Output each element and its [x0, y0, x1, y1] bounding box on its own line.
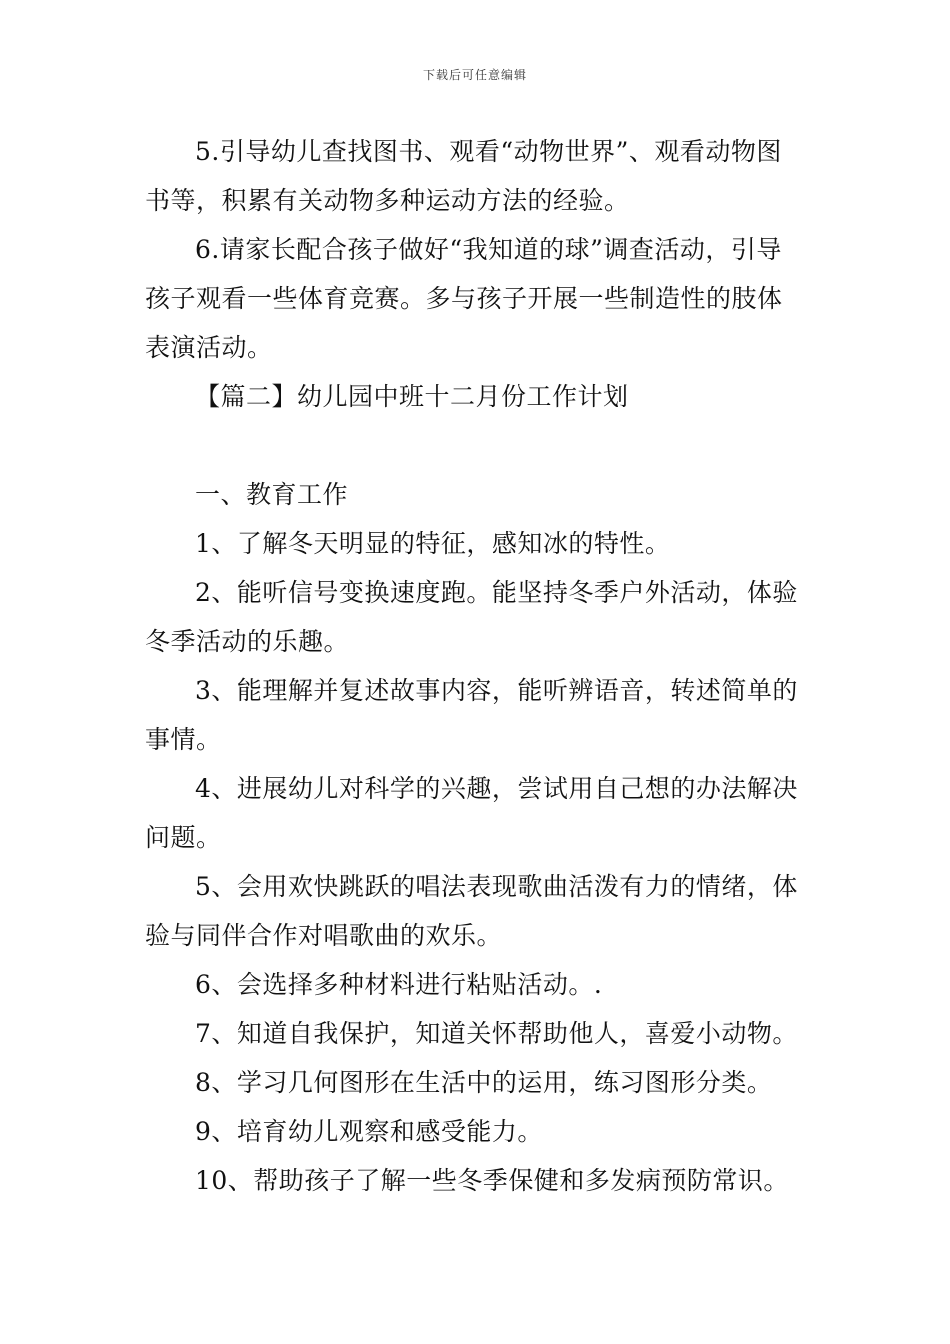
list-item: 5、会用欢快跳跃的唱法表现歌曲活泼有力的情绪，体验与同伴合作对唱歌曲的欢乐。 [145, 872, 798, 950]
list-item: 9、培育幼儿观察和感受能力。 [195, 1117, 543, 1146]
list-item: 3、能理解并复述故事内容，能听辨语音，转述简单的事情。 [145, 676, 798, 754]
section-heading: 一、教育工作 [195, 480, 349, 509]
list-item: 8、学习几何图形在生活中的运用，练习图形分类。 [195, 1068, 773, 1097]
list-item: 4、进展幼儿对科学的兴趣，尝试用自己想的办法解决问题。 [145, 774, 798, 852]
paragraph-6: 6.请家长配合孩子做好“我知道的球”调查活动，引导孩子观看一些体育竞赛。多与孩子开展一些制造性的肢体表演活动。 [145, 235, 783, 362]
list-item: 7、知道自我保护，知道关怀帮助他人，喜爱小动物。 [195, 1019, 798, 1048]
header-note: 下载后可任意编辑 [422, 68, 527, 82]
spacer [145, 421, 807, 470]
document-body [145, 127, 807, 1205]
list-item: 2、能听信号变换速度跑。能坚持冬季户外活动，体验冬季活动的乐趣。 [145, 578, 798, 656]
list-item: 1、了解冬天明显的特征，感知冰的特性。 [195, 529, 671, 558]
list-item: 6、会选择多种材料进行粘贴活动。. [195, 970, 603, 999]
paragraph-5: 5.引导幼儿查找图书、观看“动物世界”、观看动物图书等，积累有关动物多种运动方法的经验。 [145, 137, 782, 215]
article-title: 【篇二】幼儿园中班十二月份工作计划 [195, 382, 629, 411]
list-item: 10、帮助孩子了解一些冬季保健和多发病预防常识。 [195, 1166, 789, 1195]
